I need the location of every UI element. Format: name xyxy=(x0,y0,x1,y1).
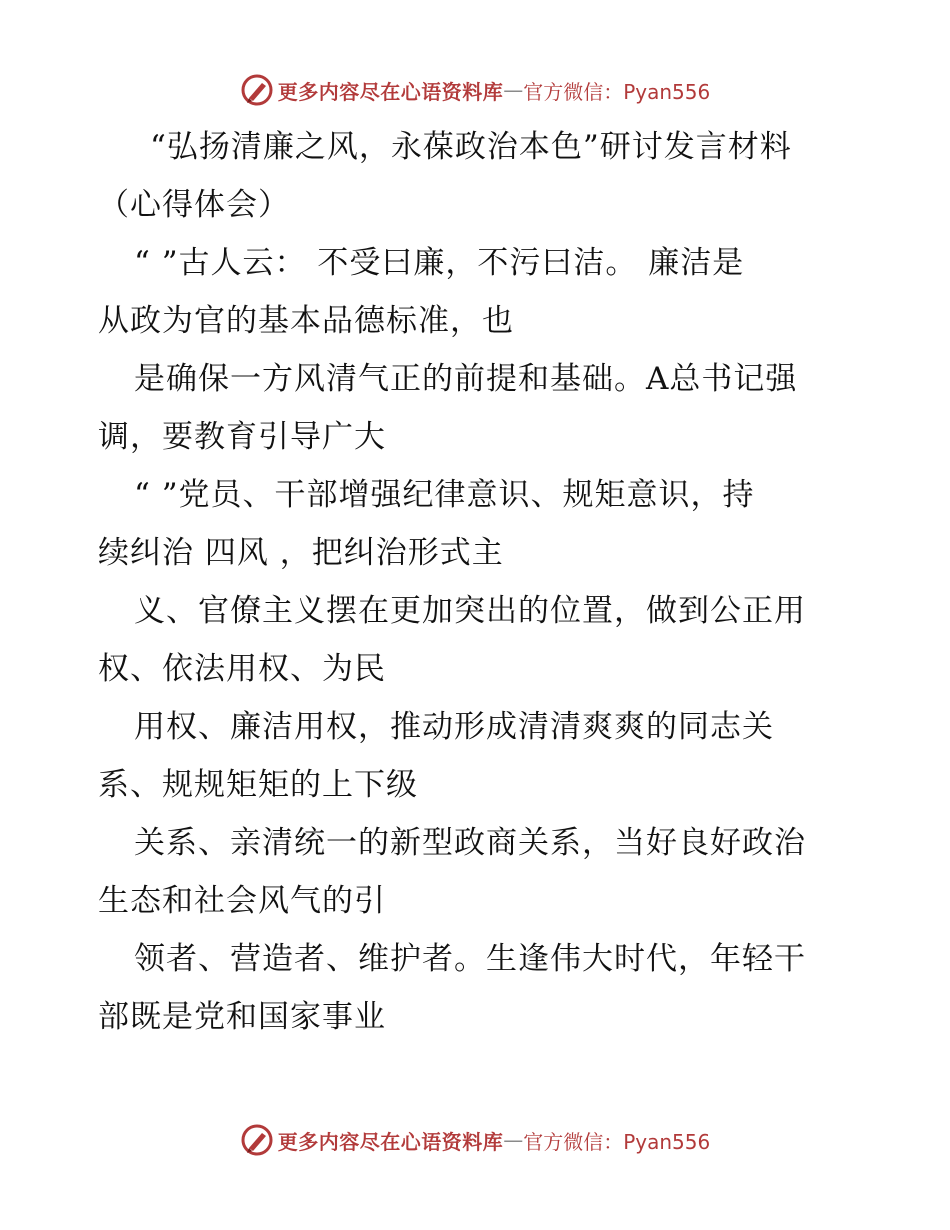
text-line: “ ”古人云： 不受曰廉，不污曰洁。 廉洁是 xyxy=(134,245,745,281)
text-line: 关系、亲清统一的新型政商关系，当好良好政治 xyxy=(134,825,806,861)
banner-dash: — xyxy=(503,1128,524,1152)
text-line: 领者、营造者、维护者。生逢伟大时代，年轻干 xyxy=(134,941,806,977)
text-line: 调，要教育引导广大 xyxy=(98,419,386,455)
banner-site-text: 更多内容尽在心语资料库 xyxy=(277,1129,504,1154)
text-line: 是确保一方风清气正的前提和基础。A总书记强 xyxy=(134,361,798,397)
header-banner xyxy=(0,70,950,110)
text-line: 生态和社会风气的引 xyxy=(98,883,386,919)
text-line: 权、依法用权、为民 xyxy=(98,651,386,687)
banner-site-text: 更多内容尽在心语资料库 xyxy=(277,79,504,104)
pen-logo-icon xyxy=(240,1123,274,1157)
banner-dash: — xyxy=(503,78,524,102)
document-title-line: “弘扬清廉之风，永葆政治本色”研讨发言材料 xyxy=(150,129,792,165)
text-line: 系、规规矩矩的上下级 xyxy=(98,767,418,803)
pen-logo-icon xyxy=(240,73,274,107)
text-line: 从政为官的基本品德标准，也 xyxy=(98,303,514,339)
text-line: 续纠治 四风 ，把纠治形式主 xyxy=(98,535,504,571)
text-line: 部既是党和国家事业 xyxy=(98,999,386,1035)
footer-banner xyxy=(0,1120,950,1160)
text-line: 用权、廉洁用权，推动形成清清爽爽的同志关 xyxy=(134,709,774,745)
text-line: “ ”党员、干部增强纪律意识、规矩意识，持 xyxy=(134,477,755,513)
text-line: （心得体会） xyxy=(98,187,290,223)
banner-wechat-text: 官方微信：Pyan556 xyxy=(523,1129,711,1154)
text-line: 义、官僚主义摆在更加突出的位置，做到公正用 xyxy=(134,593,806,629)
banner-wechat-text: 官方微信：Pyan556 xyxy=(523,79,711,104)
document-body xyxy=(98,118,858,1046)
